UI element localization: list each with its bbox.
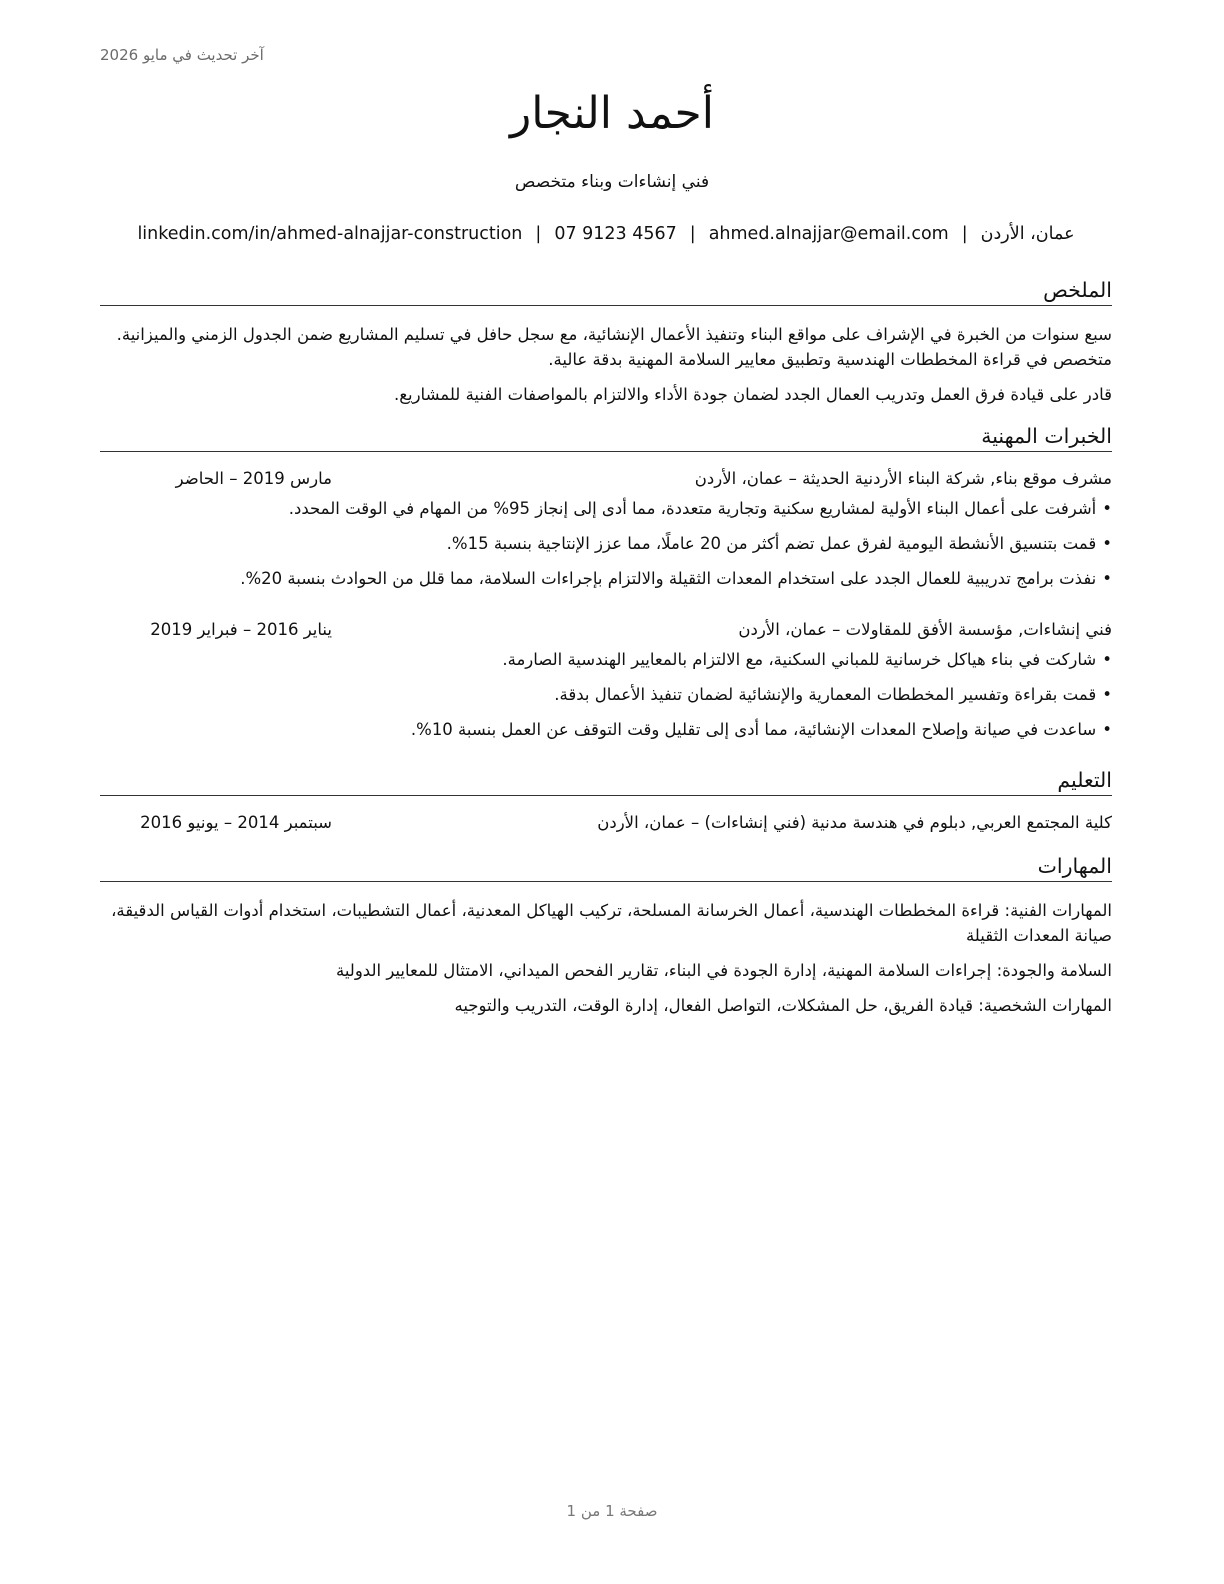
bullet-text: أشرفت على أعمال البناء الأولية لمشاريع سكنية وتجارية متعددة، مما أدى إلى إنجاز 95% من المهام في الوقت المحدد. (288, 499, 1097, 518)
page-number: صفحة 1 من 1 (566, 1502, 658, 1520)
job-entry (100, 617, 1112, 742)
education-heading: التعليم (100, 766, 1112, 796)
bullet-text: شاركت في بناء هياكل خرسانية للمباني السكنية، مع الالتزام بالمعايير الهندسية الصارمة. (502, 650, 1097, 669)
bullet-text: قمت بقراءة وتفسير المخططات المعمارية والإنشائية لضمان تنفيذ الأعمال بدقة. (554, 685, 1097, 704)
contact-separator: | (535, 224, 542, 244)
job-dates: مارس 2019 – الحاضر (175, 469, 332, 488)
job-dates: يناير 2016 – فبراير 2019 (150, 620, 332, 639)
bullet-text: نفذت برامج تدريبية للعمال الجدد على استخدام المعدات الثقيلة والالتزام بإجراءات السلامة، مما قلل من الحوادث بنسبة 20%. (240, 569, 1097, 588)
summary-paragraph: سبع سنوات من الخبرة في الإشراف على مواقع البناء وتنفيذ الأعمال الإنشائية، مع سجل حافل في تسليم المشاريع ضمن الجدول الزمني والميزانية. متخصص في قراءة المخططات الهندسية وتطبيق معايير السلامة المهنية بدقة عالية. (116, 325, 1112, 369)
bullet-icon: • (1102, 720, 1112, 739)
contact-separator: | (689, 224, 696, 244)
education-entry (100, 810, 1112, 836)
contact-location: عمان، الأردن (980, 224, 1075, 244)
list-item (100, 566, 1112, 591)
education-line: كلية المجتمع العربي, دبلوم في هندسة مدنية (فني إنشاءات) – عمان، الأردن (597, 813, 1112, 832)
bullet-icon: • (1102, 685, 1112, 704)
education-section (100, 766, 1112, 836)
skills-line: المهارات الفنية: قراءة المخططات الهندسية، أعمال الخرسانة المسلحة، تركيب الهياكل المعدنية، أعمال التشطيبات، استخدام أدوات القياس الدقيقة، صيانة المعدات الثقيلة (111, 901, 1112, 945)
skills-heading: المهارات (100, 852, 1112, 882)
job-title: فني إنشاءات وبناء متخصص (514, 172, 710, 192)
bullet-icon: • (1102, 650, 1112, 669)
job-role: مشرف موقع بناء, شركة البناء الأردنية الحديثة – عمان، الأردن (694, 469, 1112, 488)
contact-separator: | (961, 224, 968, 244)
job-bullets (100, 496, 1112, 591)
bullet-text: ساعدت في صيانة وإصلاح المعدات الإنشائية، مما أدى إلى تقليل وقت التوقف عن العمل بنسبة 10%. (410, 720, 1097, 739)
summary-heading: الملخص (100, 276, 1112, 306)
last-updated: آخر تحديث في مايو 2026 (100, 46, 264, 64)
list-item (100, 682, 1112, 707)
experience-heading: الخبرات المهنية (100, 422, 1112, 452)
job-role: فني إنشاءات, مؤسسة الأفق للمقاولات – عمان، الأردن (738, 620, 1112, 639)
list-item (100, 531, 1112, 556)
summary-section (100, 276, 1112, 407)
summary-paragraph: قادر على قيادة فرق العمل وتدريب العمال الجدد لضمان جودة الأداء والالتزام بالمواصفات الفنية للمشاريع. (393, 385, 1112, 404)
list-item (100, 647, 1112, 672)
job-entry (100, 466, 1112, 591)
job-header (100, 466, 1112, 492)
job-bullets (100, 647, 1112, 742)
contact-email[interactable]: ahmed.alnajjar@email.com (708, 224, 949, 244)
bullet-icon: • (1102, 534, 1112, 553)
candidate-name: أحمد النجار (510, 88, 714, 139)
bullet-text: قمت بتنسيق الأنشطة اليومية لفرق عمل تضم أكثر من 20 عاملًا، مما عزز الإنتاجية بنسبة 15%. (446, 534, 1097, 553)
contact-phone: 07 9123 4567 (554, 224, 677, 244)
skills-section (100, 852, 1112, 1018)
education-dates: سبتمبر 2014 – يونيو 2016 (140, 813, 332, 832)
contact-linkedin[interactable]: linkedin.com/in/ahmed-alnajjar-construction (137, 224, 523, 244)
experience-section (100, 422, 1112, 742)
skills-line: المهارات الشخصية: قيادة الفريق، حل المشكلات، التواصل الفعال، إدارة الوقت، التدريب والتوجيه (454, 996, 1112, 1015)
list-item (100, 496, 1112, 521)
skills-line: السلامة والجودة: إجراءات السلامة المهنية، إدارة الجودة في البناء، تقارير الفحص الميداني، الامتثال للمعايير الدولية (335, 961, 1112, 980)
bullet-icon: • (1102, 499, 1112, 518)
bullet-icon: • (1102, 569, 1112, 588)
contact-line (100, 224, 1112, 244)
list-item (100, 717, 1112, 742)
job-header (100, 617, 1112, 643)
